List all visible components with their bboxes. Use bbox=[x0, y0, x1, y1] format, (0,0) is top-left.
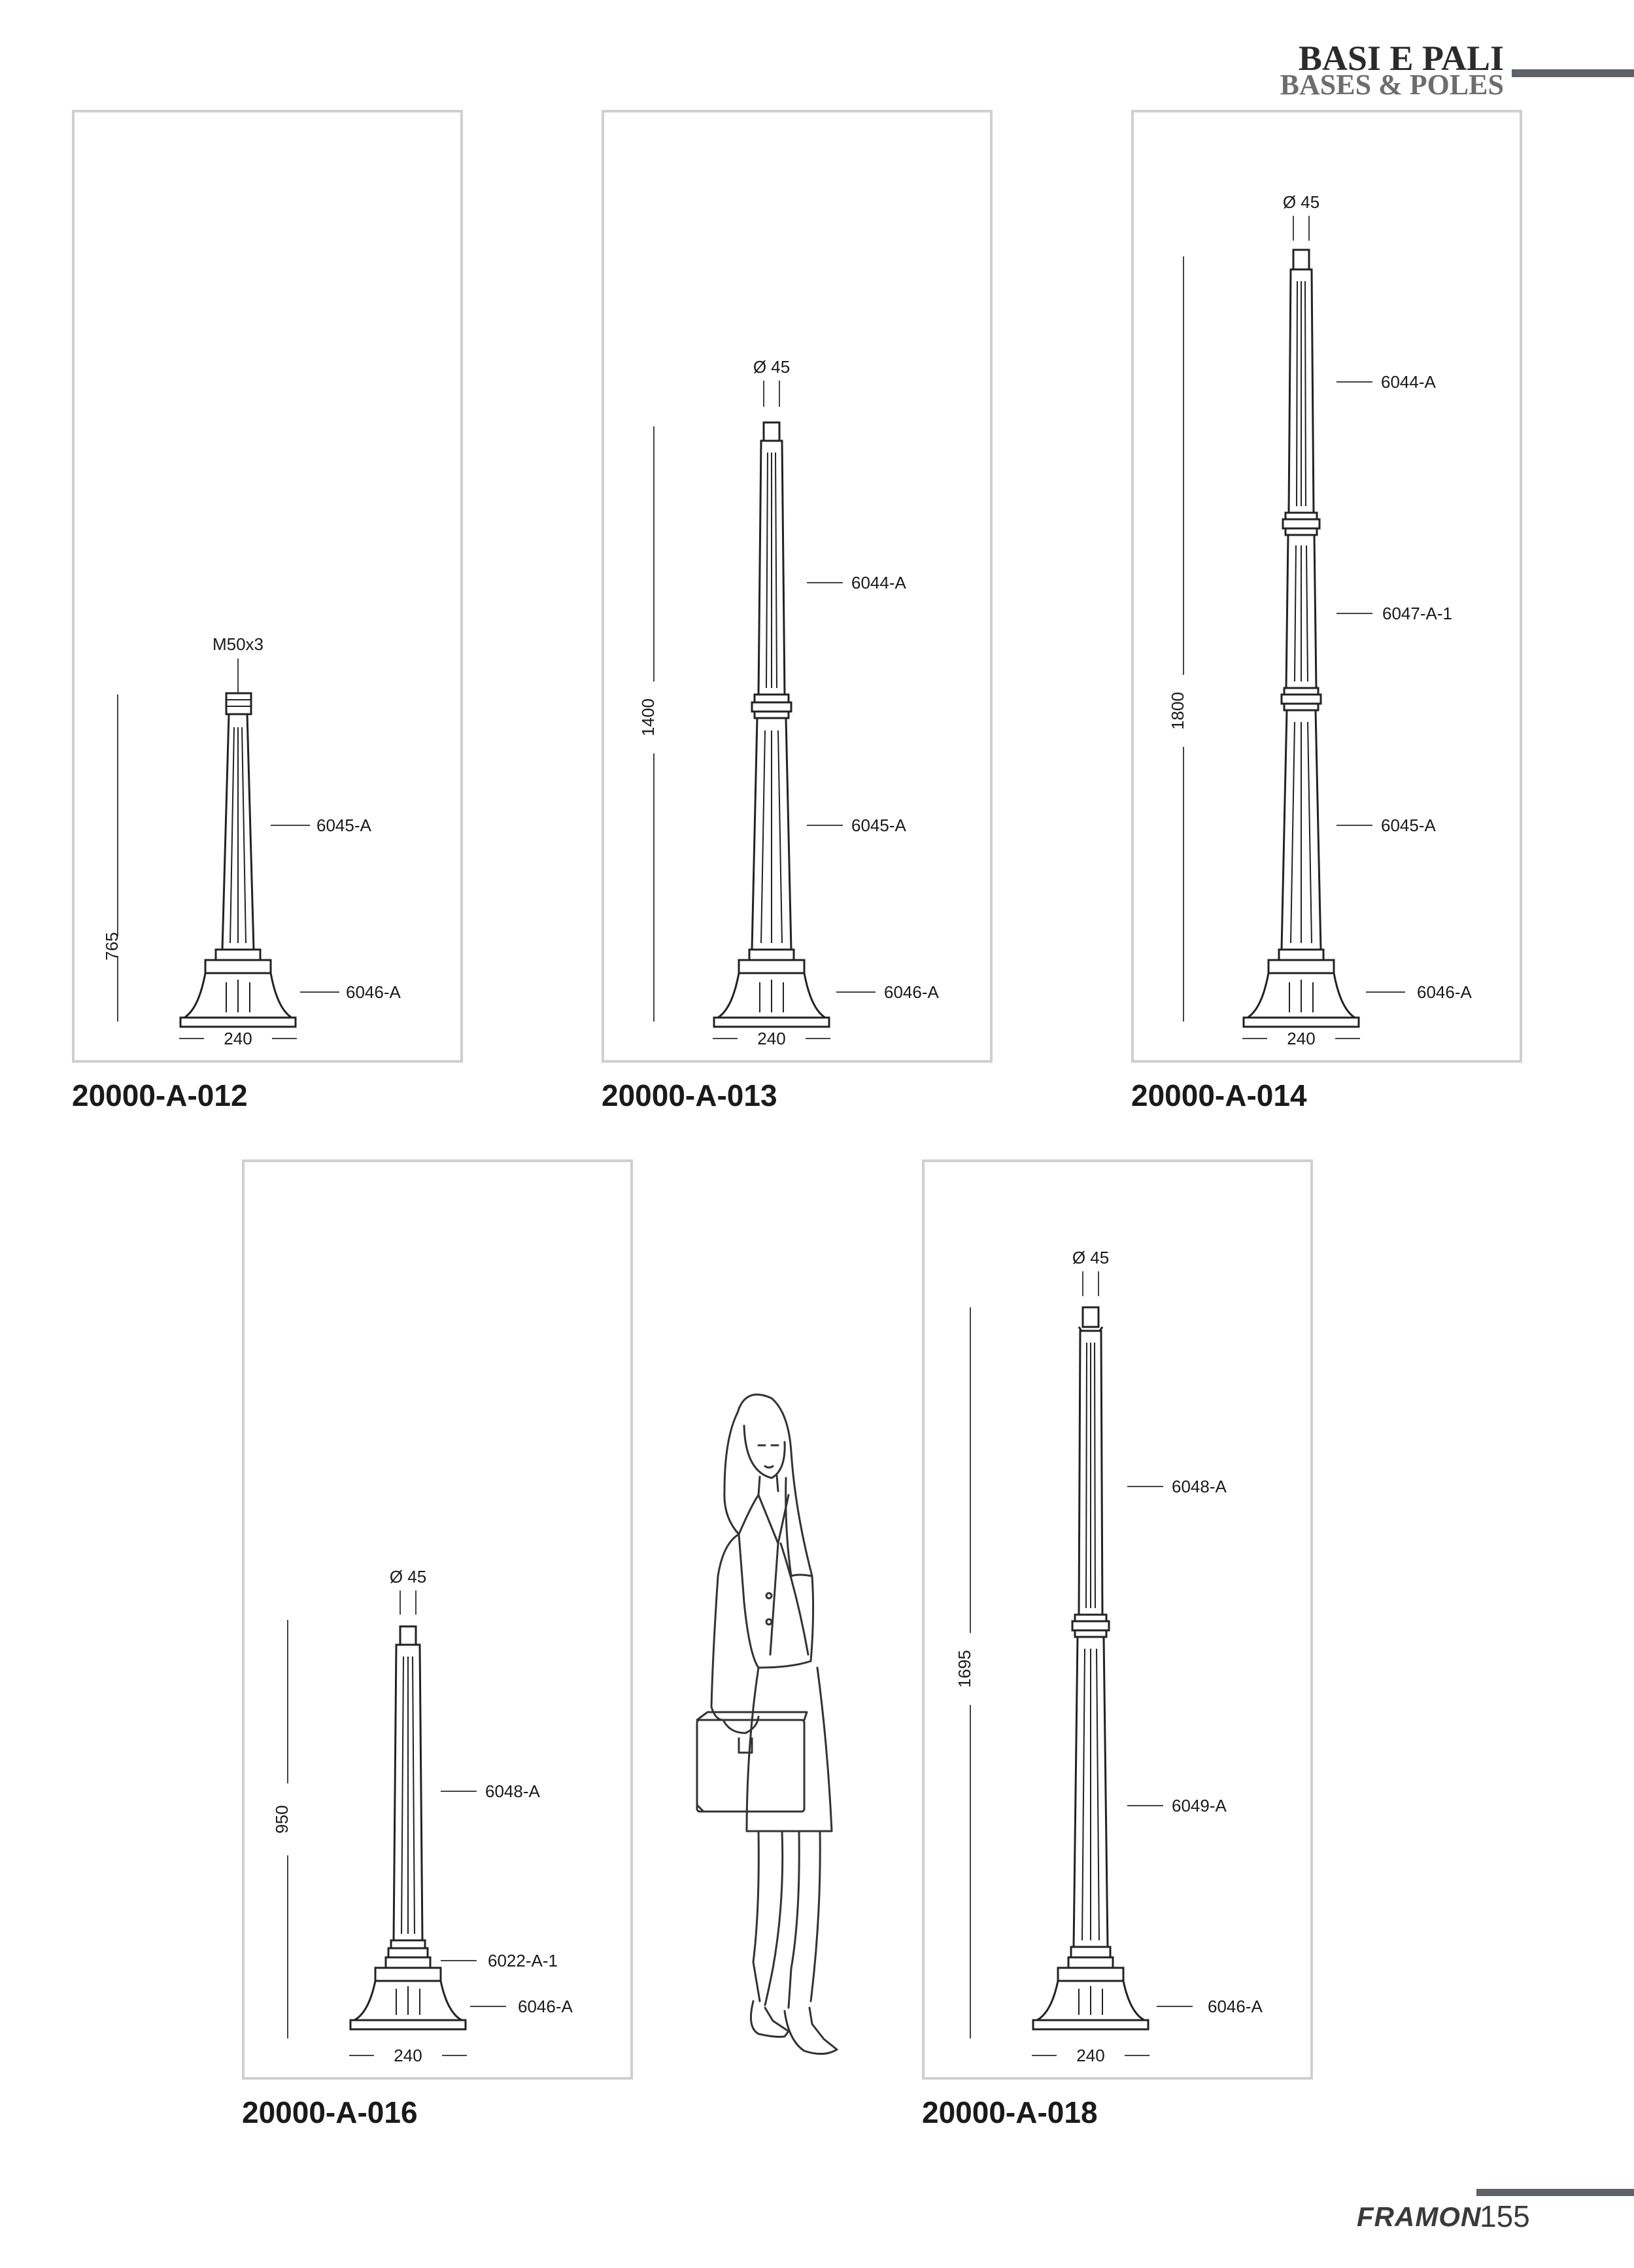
product-code: 20000-A-018 bbox=[922, 2095, 1098, 2129]
height-dimension: 950 bbox=[272, 1805, 292, 1834]
thread-label: M50x3 bbox=[212, 634, 264, 654]
height-dimension: 1695 bbox=[955, 1650, 974, 1688]
base-width-dimension: 240 bbox=[757, 1029, 786, 1048]
part-label: 6048-A bbox=[1172, 1477, 1227, 1496]
height-dimension: 1400 bbox=[638, 698, 658, 736]
header-rule bbox=[1512, 69, 1634, 77]
diameter-label: Ø 45 bbox=[1282, 192, 1320, 212]
part-label: 6045-A bbox=[1381, 816, 1436, 835]
part-label: 6047-A-1 bbox=[1382, 604, 1452, 623]
pole-drawing bbox=[604, 112, 995, 1065]
pole-drawing bbox=[245, 1162, 636, 2082]
product-drawing-panel bbox=[242, 1160, 633, 2080]
pole-drawing bbox=[1134, 112, 1525, 1065]
product-drawing-panel bbox=[72, 110, 463, 1063]
part-label: 6044-A bbox=[1381, 372, 1436, 392]
pole-drawing bbox=[925, 1162, 1316, 2082]
part-label: 6045-A bbox=[316, 816, 371, 835]
diameter-label: Ø 45 bbox=[1072, 1248, 1110, 1267]
part-label: 6046-A bbox=[1208, 1997, 1263, 2016]
page-number: 155 bbox=[1480, 2199, 1530, 2233]
part-label: 6044-A bbox=[851, 573, 906, 593]
height-dimension: 1800 bbox=[1168, 692, 1187, 730]
part-label: 6045-A bbox=[851, 816, 906, 835]
part-label: 6046-A bbox=[346, 982, 401, 1002]
part-label: 6046-A bbox=[1417, 982, 1472, 1002]
base-width-dimension: 240 bbox=[1287, 1029, 1316, 1048]
height-dimension: 765 bbox=[102, 932, 122, 961]
section-title: BASI E PALI bbox=[1298, 39, 1504, 78]
product-code: 20000-A-016 bbox=[242, 2095, 418, 2129]
human-scale-figure bbox=[660, 1380, 876, 2106]
base-width-dimension: 240 bbox=[394, 2046, 422, 2065]
part-label: 6048-A bbox=[485, 1781, 540, 1801]
part-label: 6046-A bbox=[884, 982, 939, 1002]
footer-rule bbox=[1476, 2189, 1634, 2196]
section-subtitle: BASES & POLES bbox=[1280, 69, 1504, 101]
part-label: 6046-A bbox=[518, 1997, 573, 2016]
part-label: 6049-A bbox=[1172, 1796, 1227, 1815]
product-drawing-panel bbox=[922, 1160, 1313, 2080]
diameter-label: Ø 45 bbox=[389, 1567, 427, 1587]
product-drawing-panel bbox=[1131, 110, 1522, 1063]
product-drawing-panel bbox=[602, 110, 993, 1063]
base-width-dimension: 240 bbox=[1076, 2046, 1105, 2065]
product-code: 20000-A-012 bbox=[72, 1078, 248, 1112]
part-label: 6022-A-1 bbox=[488, 1951, 558, 1970]
product-code: 20000-A-013 bbox=[602, 1078, 777, 1112]
base-width-dimension: 240 bbox=[224, 1029, 252, 1048]
pole-drawing bbox=[75, 112, 466, 1065]
brand-logo: FRAMON bbox=[1357, 2201, 1482, 2232]
diameter-label: Ø 45 bbox=[753, 357, 791, 377]
product-code: 20000-A-014 bbox=[1131, 1078, 1307, 1112]
